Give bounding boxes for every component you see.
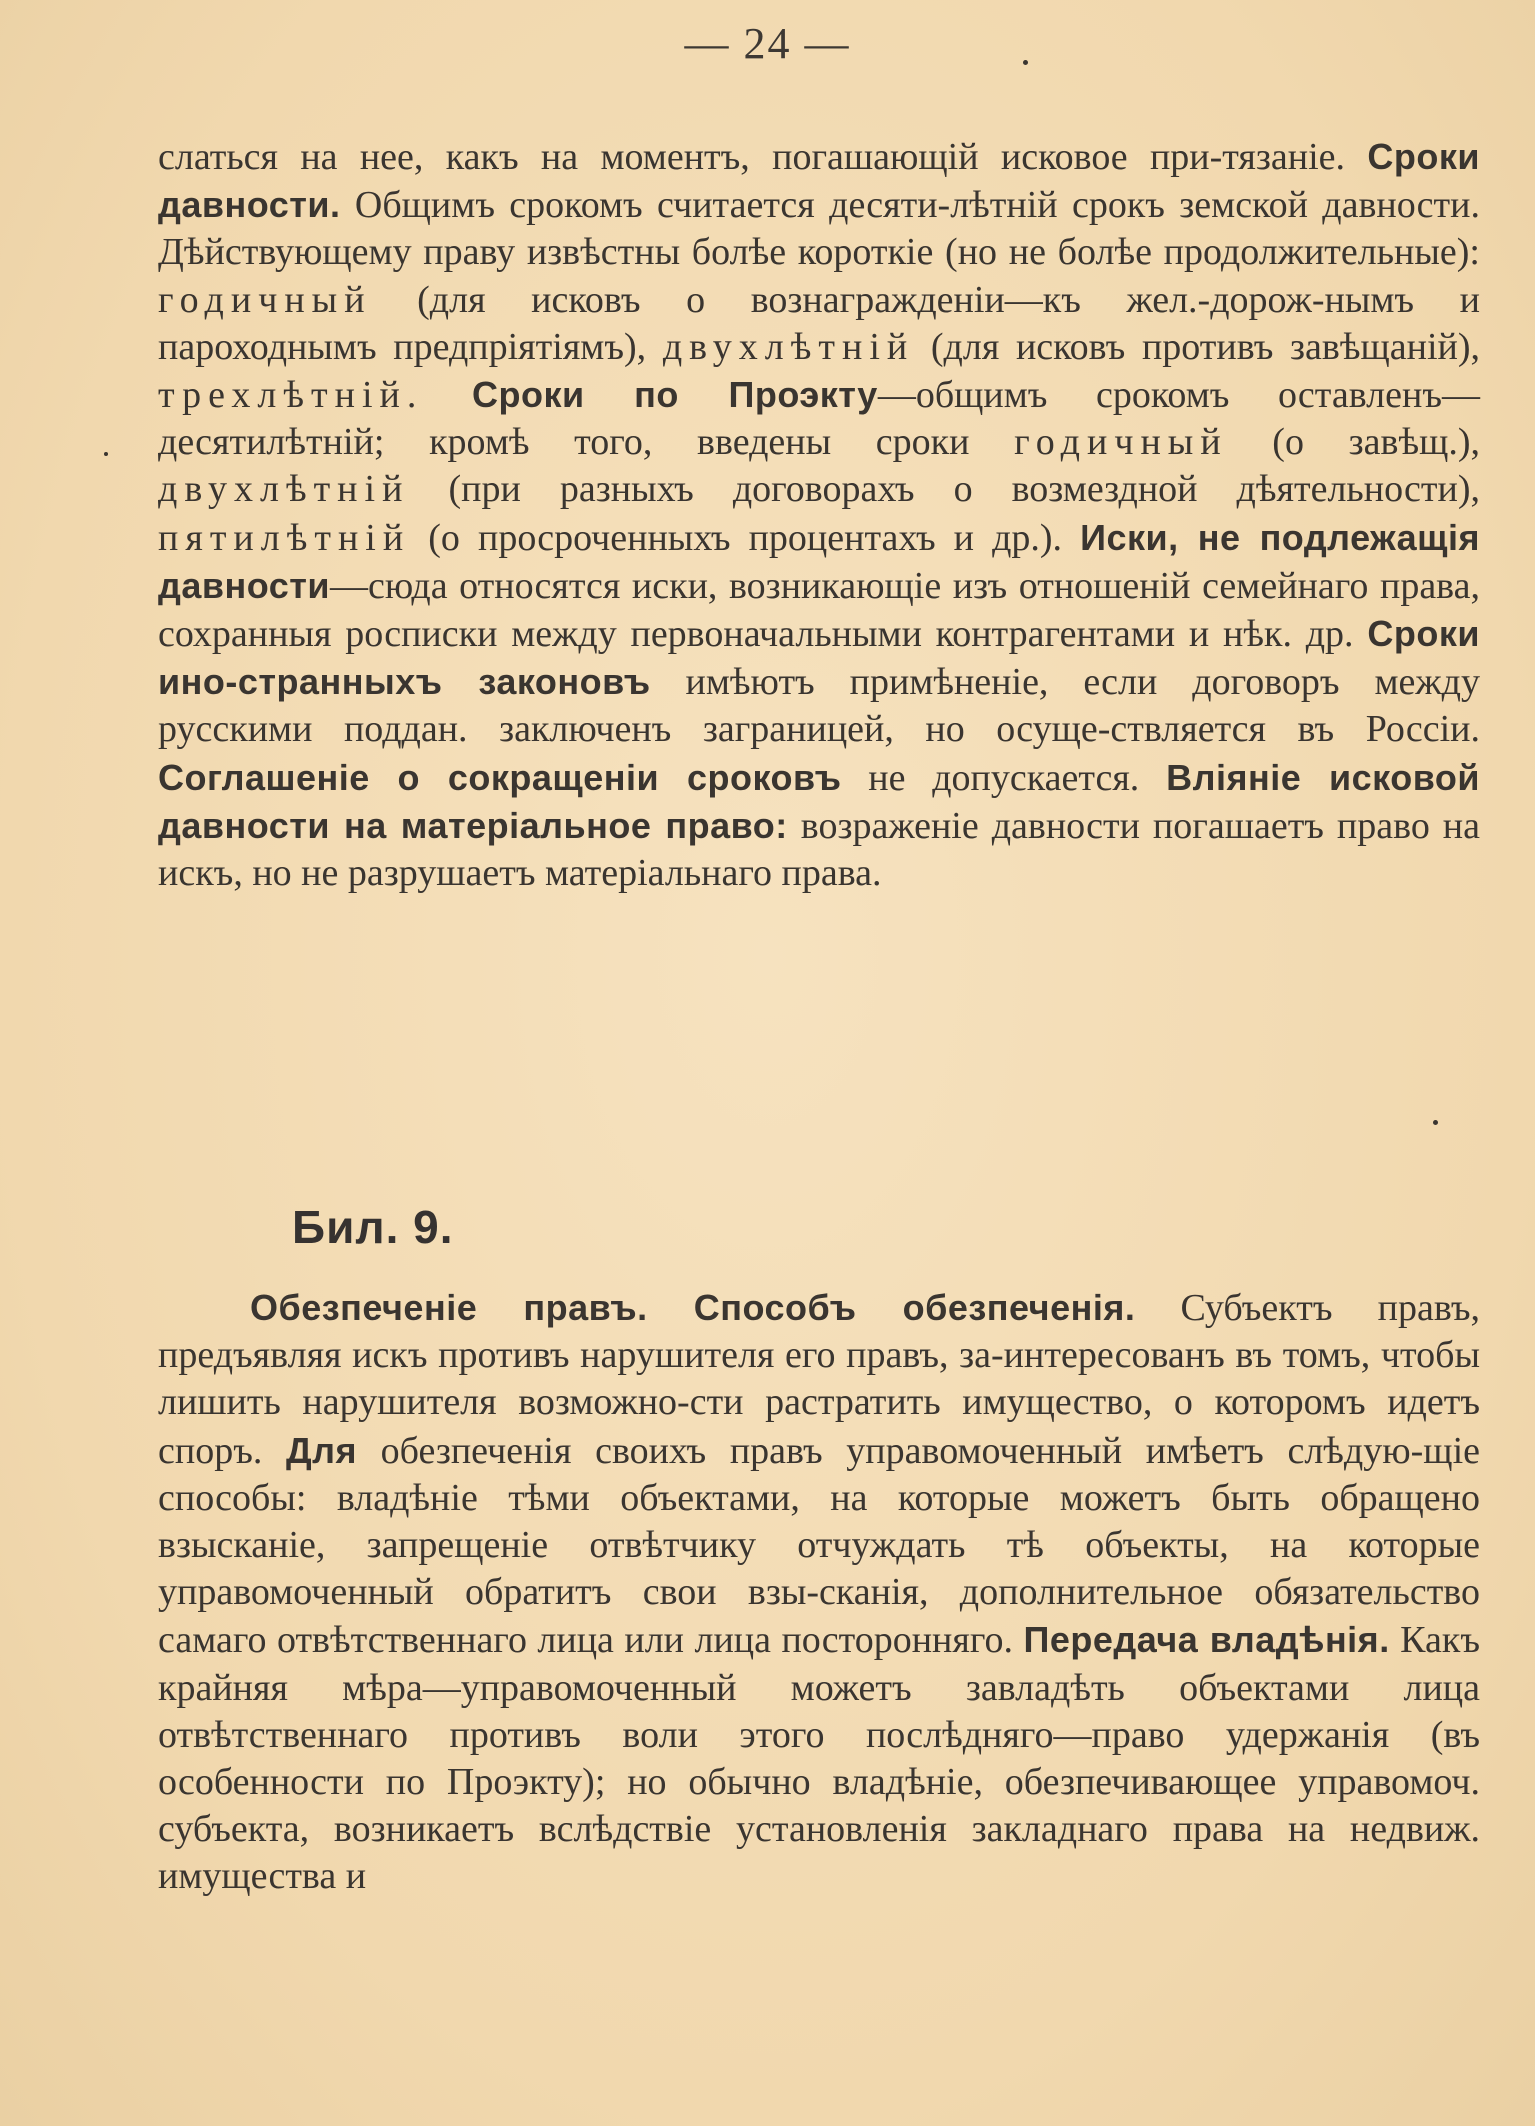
- text-run: (о просроченныхъ процентахъ и др.).: [410, 516, 1081, 559]
- text-run: Общимъ срокомъ считается десяти-лѣтній срокъ земской давности. Дѣйствующему праву извѣстны болѣе короткіе (но не болѣе продолжительные):: [158, 184, 1480, 274]
- spaced-term: пятилѣтній: [158, 516, 411, 559]
- spaced-term: трехлѣтній.: [158, 374, 424, 417]
- bold-term: Сроки давности.: [158, 136, 1480, 226]
- bold-term: Передача владѣнія.: [1023, 1619, 1390, 1661]
- page-number: — 24 —: [684, 19, 851, 68]
- text-run: не допускается.: [841, 756, 1167, 799]
- text-run: [423, 374, 472, 416]
- bold-term: Соглашеніе о сокращеніи сроковъ: [158, 756, 842, 798]
- text-run: —сюда относятся иски, возникающіе изъ отношеній семейнаго права, сохранныя росписки между первоначальными контрагентами и нѣк. др.: [158, 564, 1480, 656]
- text-run: (при разныхъ договорахъ о возмездной дѣятельности),: [409, 468, 1480, 511]
- text-run: —общимъ срокомъ оставленъ—десятилѣтній; кромѣ того, введены сроки: [158, 374, 1480, 464]
- text-run: Какъ крайняя мѣра—управомоченный можетъ завладѣть объектами лица отвѣтственнаго противъ воли этого послѣдняго—право удержанія (въ особенности по Проэкту); но обычно владѣніе, обезпечивающее управомоч. субъекта, возникаетъ вслѣдствіе установленія закладнаго права на недвиж. имущества и: [158, 1619, 1480, 1898]
- text-run: (для исковъ противъ завѣщаній),: [914, 325, 1481, 368]
- text-run: слаться на нее, какъ на моментъ, погашающій исковое при-тязаніе.: [158, 136, 1368, 178]
- section-2-text: [158, 1284, 1480, 1901]
- print-speck: [104, 452, 108, 456]
- text-run: (о завѣщ.),: [1227, 421, 1480, 464]
- text-run: Субъектъ правъ, предъявляя искъ противъ нарушителя его правъ, за-интересованъ въ томъ, чтобы лишить нарушителя возможно-сти растратить имущество, о которомъ идетъ споръ.: [158, 1287, 1480, 1472]
- spaced-term: годичный: [158, 278, 372, 321]
- section-1-paragraph: [158, 133, 1480, 897]
- spaced-term: двухлѣтній: [158, 468, 410, 511]
- ticket-heading: Бил. 9.: [292, 1201, 454, 1253]
- bold-term: Сроки ино-странныхъ законовъ: [158, 613, 1480, 703]
- text-run: возраженіе давности погашаетъ право на искъ, но не разрушаетъ матеріальнаго права.: [158, 804, 1481, 895]
- bold-term: Для: [286, 1429, 358, 1471]
- section-1-text: [158, 133, 1480, 897]
- section-2-paragraph: [158, 1284, 1480, 1901]
- text-run: имѣютъ примѣненіе, если договоръ между русскими поддан. заключенъ заграницей, но осуще-ствляется въ Россіи.: [158, 661, 1480, 751]
- text-run: обезпеченія своихъ правъ управомоченный имѣетъ слѣдую-щіе способы: владѣніе тѣми объектами, на которые можетъ быть обращено взысканіе, запрещеніе отвѣтчику отчуждать тѣ объекты, на которые управомоченный обратитъ свои взы-сканія, дополнительное обязательство самаго отвѣтственнаго лица или лица посторонняго.: [158, 1429, 1480, 1662]
- bold-term: Иски, не подлежащія давности: [158, 516, 1480, 606]
- spaced-term: двухлѣтній: [662, 325, 915, 368]
- bold-term: Вліяніе исковой давности на матеріальное право:: [158, 756, 1480, 846]
- text-run: (для исковъ о вознагражденіи—къ жел.-дорож-нымъ и пароходнымъ предпріятіямъ),: [158, 278, 1480, 368]
- print-speck: [1433, 1120, 1438, 1125]
- bold-term: Сроки по Проэкту: [471, 374, 878, 416]
- bold-term: Обезпеченіе правъ. Способъ обезпеченія.: [250, 1287, 1136, 1328]
- spaced-term: годичный: [1014, 421, 1228, 464]
- print-speck: [1023, 60, 1028, 65]
